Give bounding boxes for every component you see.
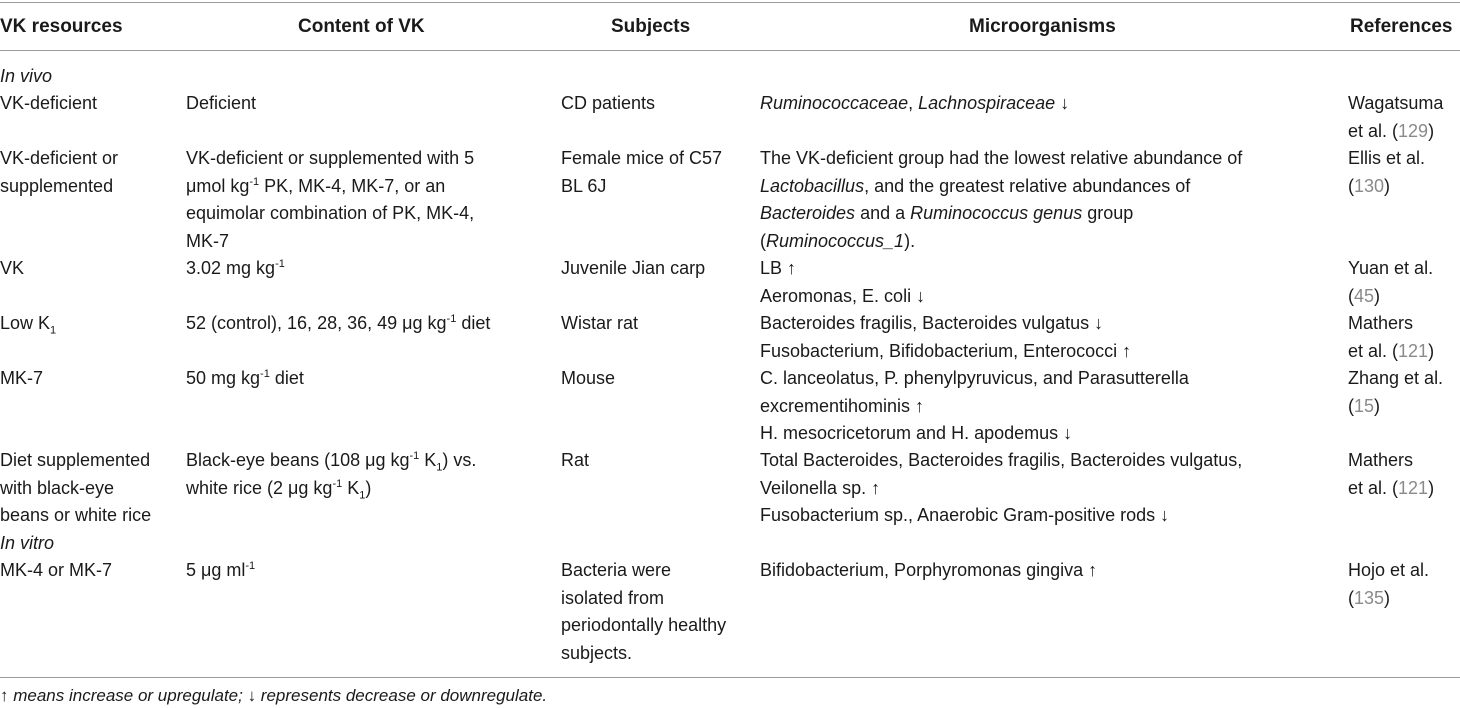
row1-subjects: CD patients <box>561 93 656 113</box>
row5-content: 50 mg $kg^{-1}$ diet <box>186 368 304 388</box>
row3-subjects: Juvenile Jian carp <box>561 258 706 278</box>
row5-ref-link[interactable]: 15 <box>1354 395 1375 416</box>
row7-microorganisms: Bifidobacterium, Porphyromonas gingiva ↑ <box>760 560 1098 580</box>
row1-content: Deficient <box>186 93 257 113</box>
row6-content: Black-eye beans (108 μg $kg^{-1}$ $K_1$) vs. white rice (2 μg $kg^{-1}$ $K_1$) <box>186 450 477 502</box>
row6-microorganisms: Total Bacteroides, Bacteroides fragilis, Bacteroides vulgatus, Veilonella sp. ↑ Fusobacterium sp., Anaerobic Gram-positive rods ↓ <box>760 450 1243 525</box>
row6-resource: Diet supplemented with black-eye beans or white rice <box>0 450 152 525</box>
row7-ref-link[interactable]: 135 <box>1354 587 1385 608</box>
section-in-vitro: In vitro <box>0 533 55 553</box>
row2-microorganisms: The VK-deficient group had the lowest relative abundance of Lactobacillus, and the greatest relative abundances of Bacteroides and a Ruminococcus genus group (Ruminococcus_1). <box>760 148 1243 251</box>
row1-microorganisms: Ruminococcaceae, Lachnospiraceae ↓ <box>760 93 1070 113</box>
row6-reference: Mathers et al. (121) <box>1348 450 1435 498</box>
header-subjects: Subjects <box>611 16 691 37</box>
row2-subjects: Female mice of C57 BL 6J <box>561 148 723 196</box>
row6-subjects: Rat <box>561 450 590 470</box>
row5-subjects: Mouse <box>561 368 616 388</box>
header-microorganisms: Microorganisms <box>969 16 1116 37</box>
row5-microorganisms: C. lanceolatus, P. phenylpyruvicus, and Parasutterella excrementihominis ↑ H. mesocricetorum and H. apodemus ↓ <box>760 368 1189 443</box>
header-vk-resources: VK resources <box>0 16 123 37</box>
row4-reference: Mathers et al. (121) <box>1348 313 1435 361</box>
row2-ref-link[interactable]: 130 <box>1354 175 1385 196</box>
table-top-rule <box>0 2 1460 3</box>
row6-ref-link[interactable]: 121 <box>1398 477 1429 498</box>
row3-reference: Yuan et al. (45) <box>1348 258 1434 306</box>
row2-content: VK-deficient or supplemented with 5 μmol $kg^{-1}$ PK, MK-4, MK-7, or an equimolar combination of PK, MK-4, MK-7 <box>186 148 475 251</box>
row4-content: 52 (control), 16, 28, 36, 49 μg $kg^{-1}$ diet <box>186 313 491 333</box>
row1-resource: VK-deficient <box>0 93 98 113</box>
row7-subjects: Bacteria were isolated from periodontally healthy subjects. <box>561 560 727 663</box>
row3-ref-link[interactable]: 45 <box>1354 285 1375 306</box>
header-content-of-vk: Content of VK <box>298 16 425 37</box>
row2-reference: Ellis et al. (130) <box>1348 148 1426 196</box>
row7-resource: MK-4 or MK-7 <box>0 560 113 580</box>
row4-ref-link[interactable]: 121 <box>1398 340 1429 361</box>
row5-resource: MK-7 <box>0 368 44 388</box>
row2-resource: VK-deficient or supplemented <box>0 148 119 196</box>
row5-reference: Zhang et al. (15) <box>1348 368 1444 416</box>
row7-content: 5 μg $ml^{-1}$ <box>186 560 256 580</box>
header-references: References <box>1350 16 1453 37</box>
row1-reference: Wagatsuma et al. (129) <box>1348 93 1444 141</box>
row7-reference: Hojo et al. (135) <box>1348 560 1430 608</box>
row4-microorganisms: Bacteroides fragilis, Bacteroides vulgatus ↓ Fusobacterium, Bifidobacterium, Enterococci ↑ <box>760 313 1132 361</box>
row3-microorganisms: LB ↑ Aeromonas, E. coli ↓ <box>760 258 926 306</box>
section-in-vivo: In vivo <box>0 66 53 86</box>
table-footnote: ↑ means increase or upregulate; ↓ represents decrease or downregulate. <box>0 686 548 705</box>
table-header-rule <box>0 50 1460 51</box>
table-bottom-rule <box>0 677 1460 678</box>
row4-resource: Low $K_1$ <box>0 313 57 337</box>
row3-content: 3.02 mg $kg^{-1}$ <box>186 258 285 278</box>
row3-resource: VK <box>0 258 25 278</box>
row1-ref-link[interactable]: 129 <box>1398 120 1429 141</box>
row4-subjects: Wistar rat <box>561 313 639 333</box>
